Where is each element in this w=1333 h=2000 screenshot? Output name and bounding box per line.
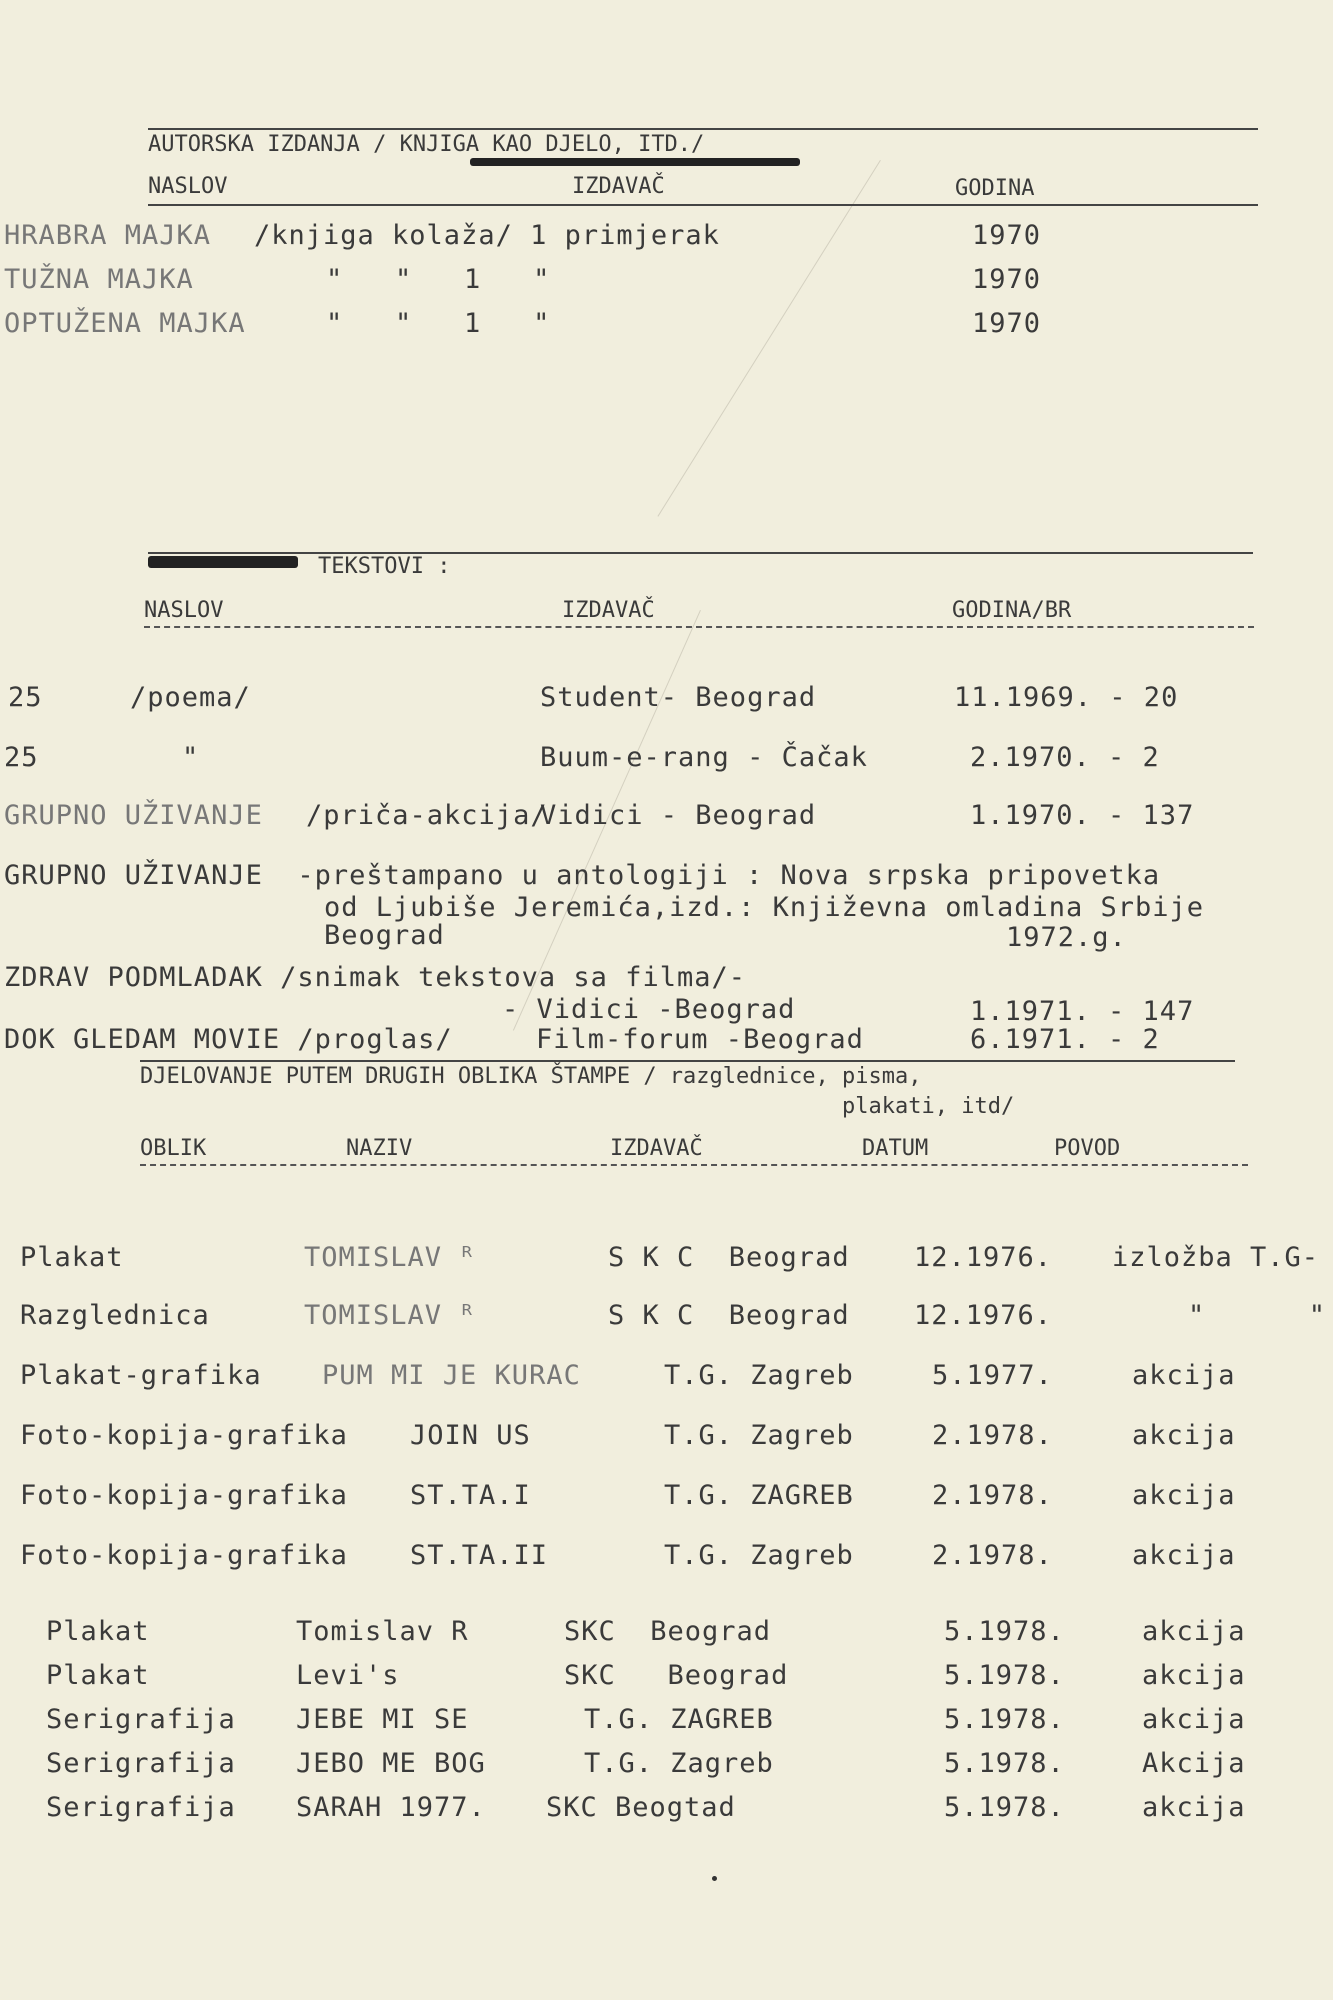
row-oblik: Foto-kopija-grafika — [20, 1420, 348, 1451]
paper-crease — [657, 160, 880, 517]
row-izdavac: T.G. ZAGREB — [584, 1704, 774, 1735]
row-oblik: Razglednica — [20, 1300, 210, 1331]
zdrav-line-1: ZDRAV PODMLADAK /snimak tekstova sa filma/- — [4, 962, 746, 993]
dok-year: 6.1971. - 2 — [970, 1024, 1160, 1055]
section1-heading: AUTORSKA IZDANJA / KNJIGA KAO DJELO, ITD./ — [148, 132, 705, 157]
row-izdavac: T.G. Zagreb — [664, 1540, 854, 1571]
row-oblik: Plakat — [46, 1616, 150, 1647]
col-izdavac: IZDAVAČ — [562, 598, 655, 623]
row-izdavac: " " 1 " — [326, 308, 551, 339]
row-a: 25 — [4, 742, 39, 773]
row-povod: " " — [1188, 1300, 1327, 1331]
row-godina: 1970 — [972, 220, 1042, 251]
row-povod: akcija — [1142, 1660, 1246, 1691]
row-oblik: Plakat — [46, 1660, 150, 1691]
row-oblik: Plakat-grafika — [20, 1360, 262, 1391]
row-datum: 5.1978. — [944, 1792, 1065, 1823]
row-godina: 1970 — [972, 264, 1042, 295]
reprint-line-1: GRUPNO UŽIVANJE -preštampano u antologiji : Nova srpska pripovetka — [4, 860, 1161, 891]
row-naziv: PUM MI JE KURAC — [322, 1360, 581, 1391]
row-naziv: SARAH 1977. — [296, 1792, 486, 1823]
row-datum: 5.1978. — [944, 1660, 1065, 1691]
section3-top-rule — [140, 1060, 1235, 1062]
section2-heading: TEKSTOVI : — [318, 554, 451, 579]
row-izdavac: S K C Beograd — [608, 1300, 850, 1331]
row-izdavac: /knjiga kolaža/ 1 primjerak — [254, 220, 720, 251]
section1-top-rule — [148, 128, 1258, 130]
section2-top-rule — [148, 552, 1253, 554]
row-izdavac: T.G. Zagreb — [664, 1360, 854, 1391]
section3-header-rule — [140, 1164, 1248, 1166]
col-naslov: NASLOV — [148, 174, 228, 199]
section1-header-rule — [148, 204, 1258, 206]
row-naslov: HRABRA MAJKA — [4, 220, 212, 251]
row-datum: 2.1978. — [932, 1480, 1053, 1511]
ink-dot — [712, 1876, 717, 1881]
row-b: /priča-akcija/ — [306, 800, 548, 831]
row-povod: akcija — [1132, 1540, 1236, 1571]
col-naslov: NASLOV — [144, 598, 224, 623]
row-b: /poema/ — [130, 682, 251, 713]
row-povod: akcija — [1132, 1360, 1236, 1391]
row-oblik: Foto-kopija-grafika — [20, 1480, 348, 1511]
row-oblik: Serigrafija — [46, 1748, 236, 1779]
row-izdavac: " " 1 " — [326, 264, 551, 295]
zdrav-year: 1.1971. - 147 — [970, 996, 1195, 1027]
reprint-line-3: Beograd — [324, 920, 445, 951]
dok-publisher: Film-forum -Beograd — [536, 1024, 864, 1055]
section3-heading-line-1: DJELOVANJE PUTEM DRUGIH OBLIKA ŠTAMPE / razglednice, pisma, — [140, 1064, 922, 1089]
row-naziv: TOMISLAV ᴿ — [304, 1300, 477, 1331]
row-povod: Akcija — [1142, 1748, 1246, 1779]
row-datum: 2.1978. — [932, 1420, 1053, 1451]
row-datum: 5.1978. — [944, 1748, 1065, 1779]
row-naslov: OPTUŽENA MAJKA — [4, 308, 246, 339]
reprint-year: 1972.g. — [1006, 922, 1127, 953]
zdrav-line-2: - Vidici -Beograd — [502, 994, 796, 1025]
row-oblik: Serigrafija — [46, 1792, 236, 1823]
row-izdavac: S K C Beograd — [608, 1242, 850, 1273]
reprint-line-2: od Ljubiše Jeremića,izd.: Književna omladina Srbije — [324, 892, 1205, 923]
row-naslov: TUŽNA MAJKA — [4, 264, 194, 295]
row-povod: akcija — [1132, 1420, 1236, 1451]
col-izdavac: IZDAVAČ — [610, 1136, 703, 1161]
col-oblik: OBLIK — [140, 1136, 207, 1161]
row-izdavac: SKC Beograd — [564, 1660, 789, 1691]
row-naziv: JEBE MI SE — [296, 1704, 469, 1735]
underline-blot — [470, 158, 800, 166]
row-datum: 12.1976. — [914, 1300, 1053, 1331]
row-izdavac: SKC Beograd — [564, 1616, 772, 1647]
row-naziv: JEBO ME BOG — [296, 1748, 486, 1779]
col-naziv: NAZIV — [346, 1136, 413, 1161]
row-naziv: TOMISLAV ᴿ — [304, 1242, 477, 1273]
row-naziv: Levi's — [296, 1660, 400, 1691]
col-povod: POVOD — [1054, 1136, 1121, 1161]
row-d: 2.1970. - 2 — [970, 742, 1160, 773]
row-naziv: JOIN US — [410, 1420, 531, 1451]
row-povod: akcija — [1132, 1480, 1236, 1511]
row-povod: akcija — [1142, 1616, 1246, 1647]
row-oblik: Serigrafija — [46, 1704, 236, 1735]
row-oblik: Plakat — [20, 1242, 124, 1273]
col-datum: DATUM — [862, 1136, 929, 1161]
row-povod: izložba T.G- — [1112, 1242, 1320, 1273]
row-d: 1.1970. - 137 — [970, 800, 1195, 831]
row-povod: akcija — [1142, 1704, 1246, 1735]
row-b: " — [182, 742, 200, 773]
row-izdavac: T.G. Zagreb — [584, 1748, 774, 1779]
row-naziv: Tomislav R — [296, 1616, 469, 1647]
row-c: Vidici - Beograd — [540, 800, 817, 831]
row-c: Student- Beograd — [540, 682, 817, 713]
row-povod: akcija — [1142, 1792, 1246, 1823]
row-datum: 5.1977. — [932, 1360, 1053, 1391]
row-datum: 5.1978. — [944, 1616, 1065, 1647]
row-datum: 2.1978. — [932, 1540, 1053, 1571]
dok-title: DOK GLEDAM MOVIE /proglas/ — [4, 1024, 453, 1055]
row-naziv: ST.TA.I — [410, 1480, 531, 1511]
section3-heading-line-2: plakati, itd/ — [842, 1094, 1015, 1119]
row-oblik: Foto-kopija-grafika — [20, 1540, 348, 1571]
row-c: Buum-e-rang - Čačak — [540, 742, 868, 773]
row-naziv: ST.TA.II — [410, 1540, 549, 1571]
row-a: 25 — [8, 682, 43, 713]
redaction-blot — [148, 556, 298, 568]
section2-header-rule — [144, 626, 1254, 628]
row-izdavac: SKC Beogtad — [546, 1792, 736, 1823]
row-godina: 1970 — [972, 308, 1042, 339]
row-izdavac: T.G. ZAGREB — [664, 1480, 854, 1511]
row-izdavac: T.G. Zagreb — [664, 1420, 854, 1451]
row-datum: 5.1978. — [944, 1704, 1065, 1735]
col-izdavac: IZDAVAČ — [572, 174, 665, 199]
row-d: 11.1969. - 20 — [954, 682, 1179, 713]
row-datum: 12.1976. — [914, 1242, 1053, 1273]
row-a: GRUPNO UŽIVANJE — [4, 800, 263, 831]
col-godina-br: GODINA/BR — [952, 598, 1072, 623]
col-godina: GODINA — [955, 176, 1035, 201]
